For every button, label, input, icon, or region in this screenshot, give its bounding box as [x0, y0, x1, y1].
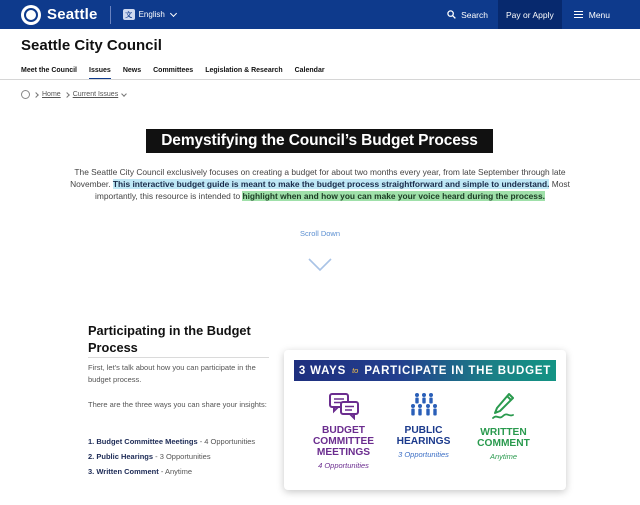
global-header [0, 0, 640, 29]
chat-bubbles-icon [328, 392, 360, 420]
pen-icon [489, 392, 519, 422]
crowd-icon [409, 392, 439, 420]
breadcrumb [21, 90, 126, 99]
city-seal-icon [21, 5, 41, 25]
page-title: Demystifying the Council’s Budget Process [146, 129, 493, 153]
nav-meet-the-council[interactable]: Meet the Council [21, 67, 78, 74]
site-title[interactable]: Seattle City Council [21, 37, 162, 54]
nav-issues[interactable]: Issues [89, 67, 111, 80]
translate-icon: 文 [123, 9, 135, 20]
list-item: 3. Written Comment - Anytime [88, 467, 193, 476]
hamburger-icon [574, 11, 583, 18]
intro-paragraph [70, 166, 570, 203]
section-ways-intro: There are the three ways you can share your insights: [88, 400, 267, 409]
scroll-chevron-icon[interactable] [308, 253, 332, 277]
breadcrumb-current[interactable]: Current Issues [72, 91, 119, 98]
search-button[interactable] [437, 0, 498, 29]
chevron-down-icon [170, 9, 177, 16]
way-sub: Anytime [489, 452, 518, 461]
pay-label: Pay or Apply [506, 9, 554, 20]
participation-infographic [284, 350, 566, 490]
list-item: 2. Public Hearings - 3 Opportunities [88, 452, 211, 461]
language-label: English [138, 10, 165, 19]
section-intro: First, let's talk about how you can participate in the budget process. [88, 363, 256, 384]
menu-label: Menu [588, 9, 610, 20]
way-sub: 4 Opportunities [318, 461, 369, 470]
way-label: BUDGET COMMITTEE MEETINGS [312, 425, 375, 458]
search-icon [447, 10, 456, 19]
nav-news[interactable]: News [122, 67, 142, 74]
section-rule [88, 357, 269, 358]
nav-calendar[interactable]: Calendar [294, 67, 325, 74]
way-label: WRITTEN COMMENT [477, 427, 530, 449]
pay-or-apply-button[interactable] [498, 0, 562, 29]
globe-icon [21, 90, 30, 99]
chevron-right-icon [64, 92, 70, 98]
brand-name: Seattle [47, 6, 98, 23]
search-label: Search [461, 9, 488, 20]
way-budget-committee [306, 392, 381, 470]
nav-legislation-research[interactable]: Legislation & Research [205, 67, 283, 74]
intro-highlight-1: This interactive budget guide is meant to make the budget process straightforward and simple to understand. [112, 179, 550, 190]
menu-button[interactable] [562, 0, 640, 29]
intro-highlight-2: highlight when and how you can make your voice heard during the process. [242, 191, 545, 202]
language-selector[interactable] [123, 9, 176, 20]
seattle-logo-link[interactable] [21, 5, 98, 25]
way-public-hearings [386, 392, 461, 459]
intro-text-a: The Seattle City Council exclusively focuses on creating a budget for about two months every year, from late September through late November. [70, 167, 566, 190]
scroll-down-link[interactable]: Scroll Down [299, 229, 340, 238]
intro-text-b: Most importantly, this resource is intended to [95, 179, 570, 202]
nav-committees[interactable]: Committees [153, 67, 194, 74]
way-sub: 3 Opportunities [398, 450, 449, 459]
list-item: 1. Budget Committee Meetings - 4 Opportunities [88, 437, 256, 446]
breadcrumb-home[interactable]: Home [42, 91, 61, 98]
ways-list [88, 434, 255, 479]
section-heading: Participating in the Budget Process [88, 323, 251, 355]
way-written-comment [466, 392, 541, 461]
chevron-down-icon[interactable] [121, 91, 127, 97]
way-label: PUBLIC HEARINGS [396, 425, 451, 447]
header-rule [0, 79, 640, 80]
header-divider [110, 6, 111, 24]
infographic-banner: 3 WAYS to PARTICIPATE IN THE BUDGET [294, 360, 556, 381]
chevron-right-icon [33, 92, 39, 98]
